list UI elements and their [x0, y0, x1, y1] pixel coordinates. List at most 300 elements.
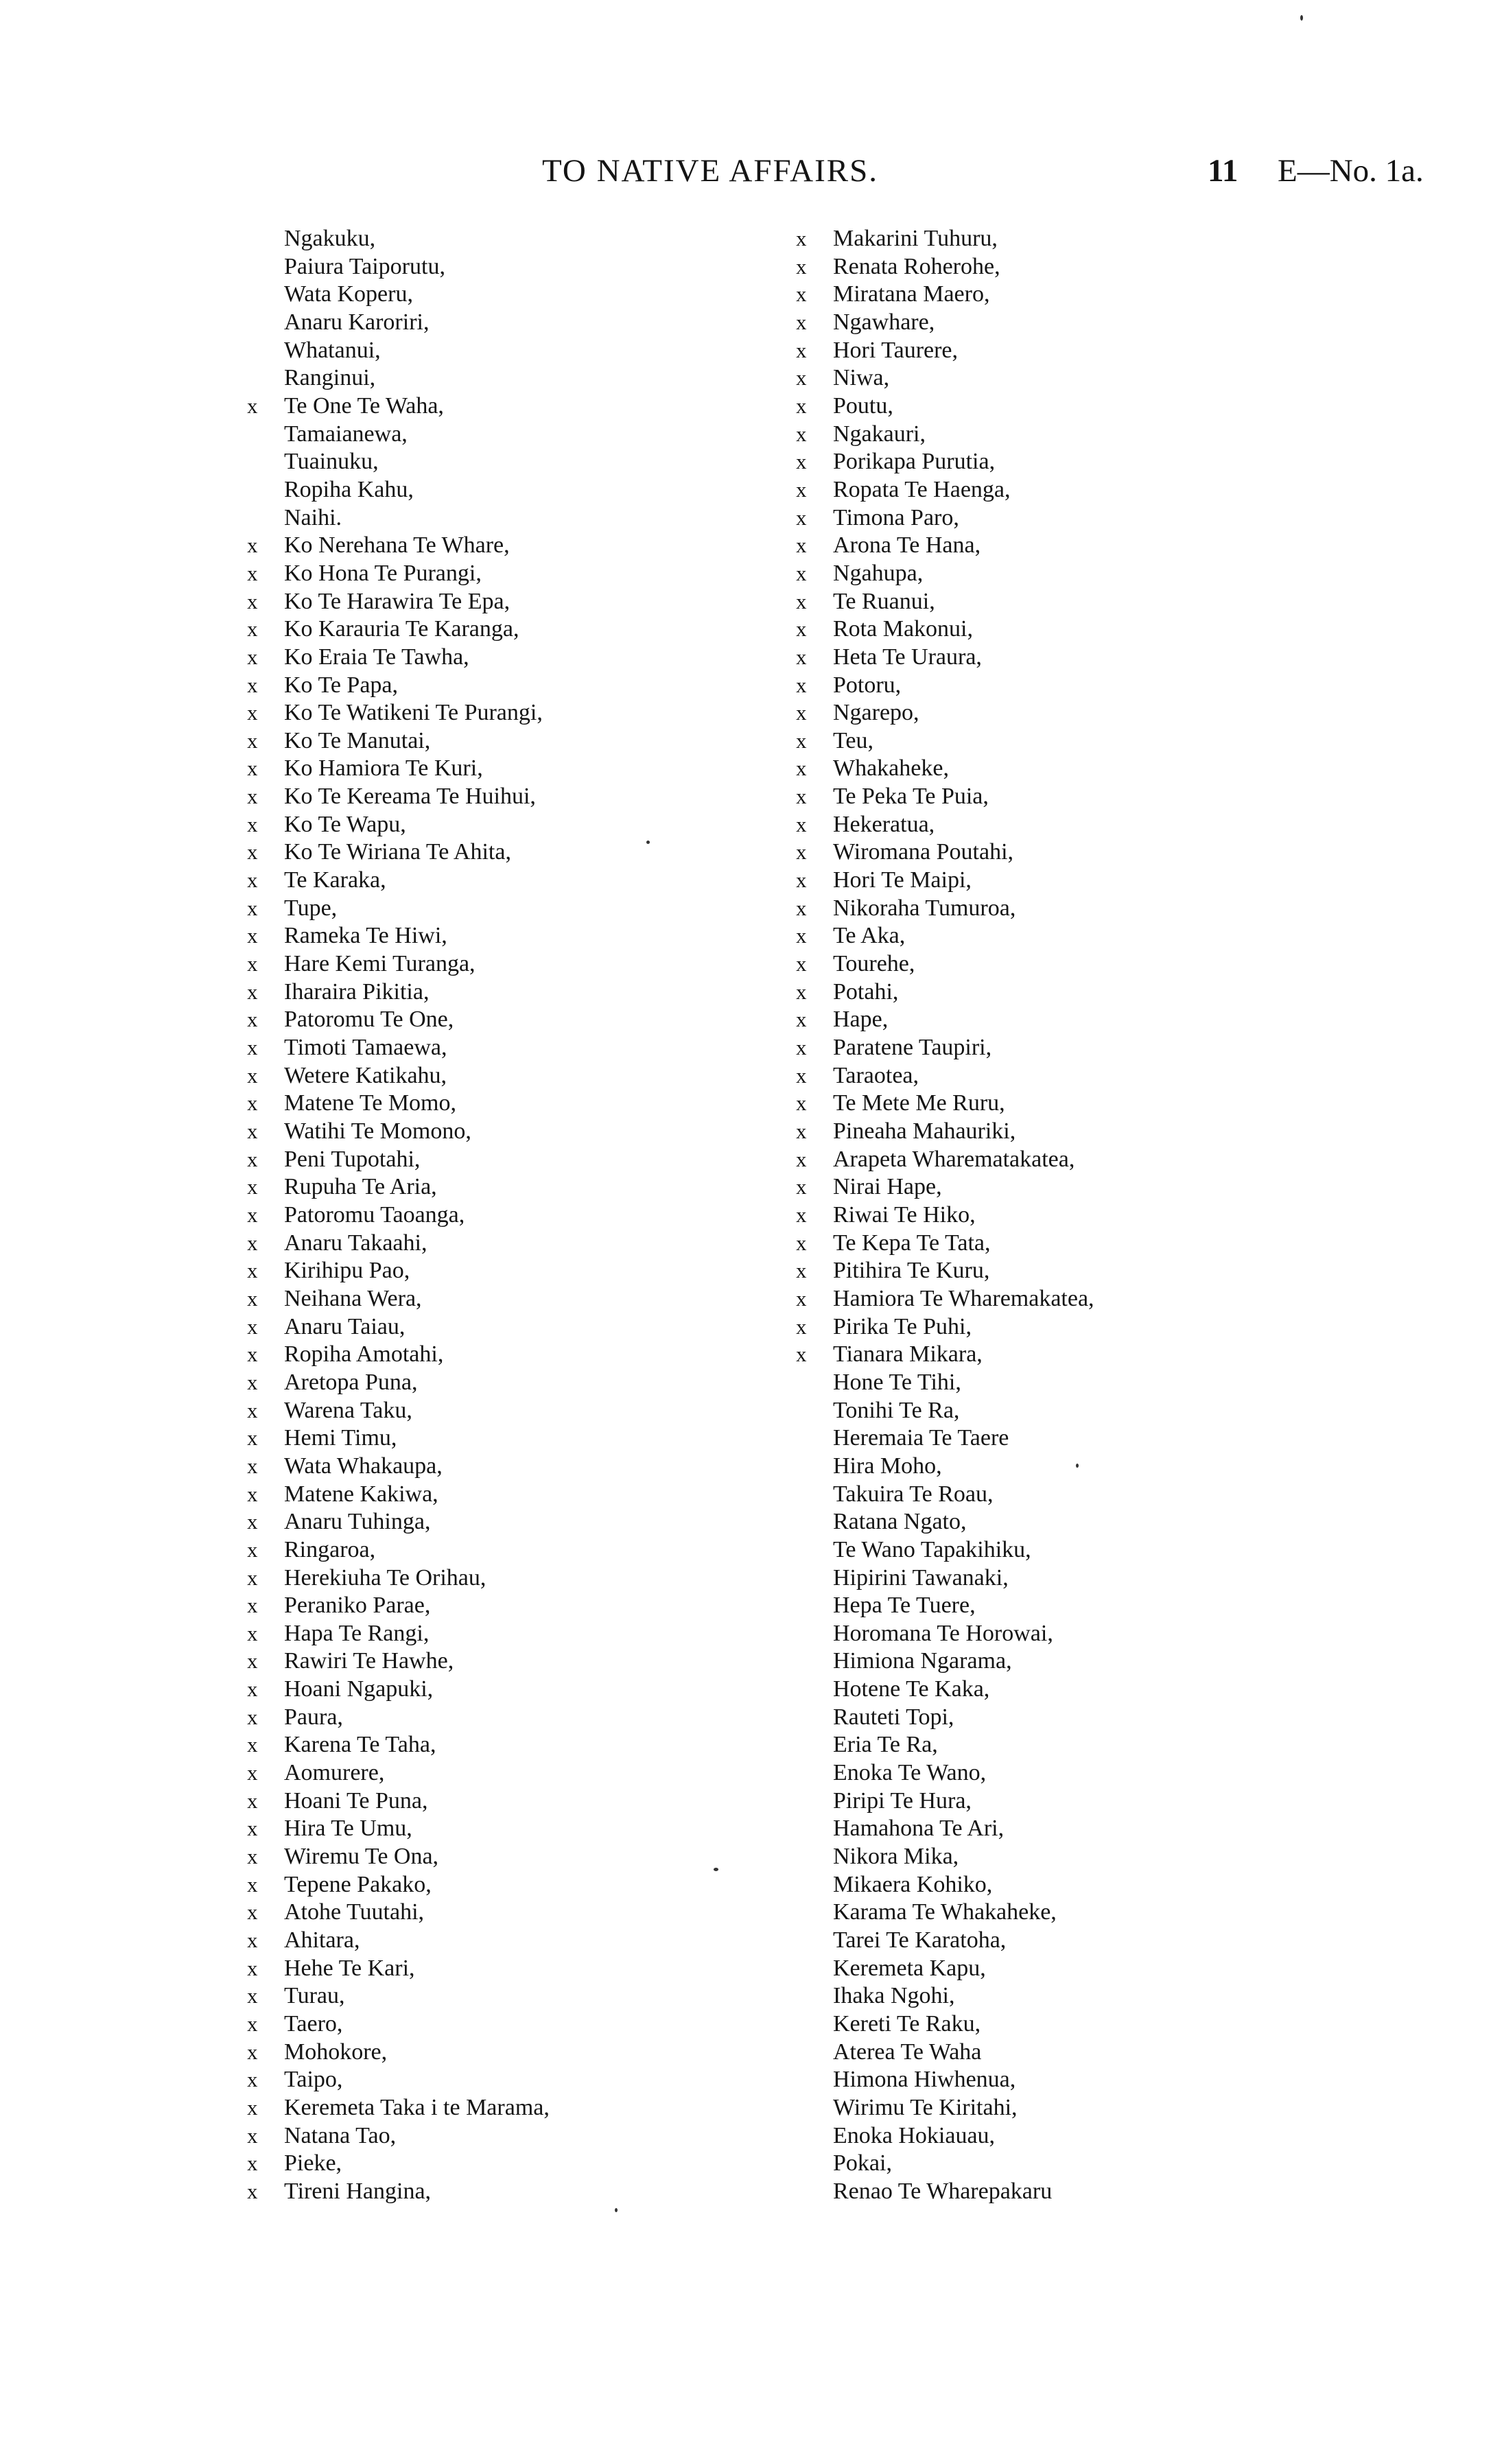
- entry-mark: [796, 1899, 833, 1927]
- name-entry: [796, 504, 1400, 532]
- entry-mark: x: [247, 1537, 258, 1562]
- name-entry: [796, 1647, 1400, 1676]
- entry-name: Hone Te Tihi,: [833, 1369, 961, 1395]
- name-entry: [247, 476, 741, 504]
- name-entry: [796, 699, 1400, 727]
- entry-name: Paura,: [284, 1704, 343, 1730]
- entry-mark: x: [247, 672, 258, 697]
- name-entry: [796, 1285, 1400, 1313]
- entry-name: Ko Te Kereama Te Huihui,: [284, 784, 536, 810]
- entry-mark: x: [247, 979, 258, 1004]
- entry-name: Kirihipu Pao,: [284, 1258, 410, 1284]
- name-entry: [796, 421, 1400, 449]
- entry-mark: x: [796, 1119, 807, 1143]
- page-number: 11: [1208, 153, 1238, 189]
- entry-name: Anaru Karoriri,: [284, 309, 430, 335]
- entry-name: Rupuha Te Aria,: [284, 1174, 437, 1200]
- entry-mark: x: [796, 1230, 807, 1255]
- entry-mark: x: [796, 1007, 807, 1032]
- entry-name: Te Kepa Te Tata,: [833, 1230, 991, 1256]
- entry-mark: x: [247, 1453, 258, 1478]
- name-entry: [796, 1090, 1400, 1118]
- entry-mark: [247, 504, 284, 532]
- entry-name: Wirimu Te Kiritahi,: [833, 2094, 1018, 2120]
- name-entry: [796, 1201, 1400, 1230]
- name-entry: [796, 1759, 1400, 1787]
- entry-mark: x: [247, 895, 258, 920]
- name-entry: [796, 2010, 1400, 2039]
- name-entry: [247, 337, 741, 365]
- entry-mark: [247, 421, 284, 449]
- entry-name: Horomana Te Horowai,: [833, 1620, 1053, 1646]
- entry-name: Pirika Te Puhi,: [833, 1313, 972, 1339]
- name-entry: [247, 392, 741, 421]
- entry-name: Ko Eraia Te Tawha,: [284, 644, 469, 670]
- entry-name: Wiromana Poutahi,: [833, 839, 1014, 865]
- entry-mark: x: [247, 1956, 258, 1980]
- name-entry: [247, 2150, 741, 2178]
- name-entry: [796, 1006, 1400, 1034]
- document-reference: E—No. 1a.: [1278, 153, 1424, 189]
- entry-name: Miratana Maero,: [833, 281, 990, 307]
- entry-name: Taipo,: [284, 2067, 343, 2093]
- entry-name: Kereti Te Raku,: [833, 2011, 981, 2037]
- name-entry: [796, 2178, 1400, 2206]
- entry-name: Hotene Te Kaka,: [833, 1676, 990, 1702]
- entry-name: Rauteti Topi,: [833, 1704, 954, 1730]
- entry-mark: x: [796, 1175, 807, 1199]
- name-entry: [247, 1230, 741, 1258]
- name-entry: [247, 2066, 741, 2094]
- name-entry: [796, 1230, 1400, 1258]
- entry-name: Nirai Hape,: [833, 1174, 942, 1200]
- name-entry: [247, 1815, 741, 1843]
- entry-name: Ropiha Kahu,: [284, 476, 414, 502]
- entry-name: Ko Te Harawira Te Epa,: [284, 588, 510, 614]
- entry-mark: [796, 1871, 833, 1899]
- entry-name: Hoani Ngapuki,: [284, 1676, 434, 1702]
- name-entry: [796, 309, 1400, 337]
- entry-mark: x: [796, 784, 807, 809]
- entry-name: Hamahona Te Ari,: [833, 1816, 1005, 1842]
- entry-name: Ropata Te Haenga,: [833, 476, 1011, 502]
- name-entry: [796, 1146, 1400, 1174]
- entry-name: Mohokore,: [284, 2039, 388, 2065]
- entry-name: Rota Makonui,: [833, 616, 973, 642]
- entry-name: Matene Te Momo,: [284, 1090, 456, 1116]
- entry-mark: [796, 2039, 833, 2067]
- name-entry: [247, 1397, 741, 1425]
- entry-mark: x: [796, 309, 807, 334]
- entry-name: Takuira Te Roau,: [833, 1481, 994, 1507]
- entry-name: Keremeta Kapu,: [833, 1955, 986, 1981]
- name-entry: [247, 2094, 741, 2122]
- entry-mark: x: [247, 2039, 258, 2064]
- entry-mark: x: [796, 226, 807, 250]
- entry-name: Te Aka,: [833, 923, 906, 949]
- name-entry: [796, 1313, 1400, 1341]
- entry-name: Natana Tao,: [284, 2122, 397, 2148]
- name-entry: [247, 615, 741, 644]
- name-entry: [247, 1508, 741, 1536]
- entry-name: Wetere Katikahu,: [284, 1062, 447, 1088]
- entry-name: Patoromu Te One,: [284, 1007, 454, 1033]
- entry-name: Aterea Te Waha: [833, 2039, 982, 2065]
- print-speck: [1076, 1464, 1079, 1468]
- entry-name: Ngawhare,: [833, 309, 935, 335]
- entry-name: Ko Te Papa,: [284, 672, 399, 698]
- entry-name: Arona Te Hana,: [833, 532, 981, 559]
- name-entry: [247, 1424, 741, 1453]
- name-entry: [247, 950, 741, 978]
- name-entry: [796, 950, 1400, 978]
- name-entry: [247, 1481, 741, 1509]
- entry-mark: x: [247, 812, 258, 836]
- entry-mark: x: [247, 1593, 258, 1618]
- name-entry: [247, 1955, 741, 1983]
- entry-mark: x: [247, 756, 258, 781]
- entry-mark: x: [247, 1649, 258, 1674]
- name-entry: [247, 281, 741, 309]
- name-entry: [796, 476, 1400, 504]
- entry-mark: [796, 1453, 833, 1481]
- name-entry: [796, 1982, 1400, 2010]
- name-entry: [796, 1704, 1400, 1732]
- name-entry: [796, 615, 1400, 644]
- entry-mark: x: [247, 1398, 258, 1422]
- entry-name: Pineaha Mahauriki,: [833, 1118, 1016, 1144]
- entry-name: Nikora Mika,: [833, 1844, 959, 1870]
- name-entry: [247, 1982, 741, 2010]
- name-entry: [247, 1453, 741, 1481]
- entry-name: Ko Karauria Te Karanga,: [284, 616, 519, 642]
- entry-name: Karama Te Whakaheke,: [833, 1899, 1057, 1925]
- entry-name: Pieke,: [284, 2150, 342, 2176]
- entry-mark: x: [247, 1230, 258, 1255]
- name-entry: [796, 364, 1400, 392]
- entry-name: Tianara Mikara,: [833, 1341, 983, 1368]
- name-entry: [796, 2150, 1400, 2178]
- name-entry: [247, 2010, 741, 2039]
- entry-mark: x: [796, 589, 807, 613]
- name-entry: [247, 364, 741, 392]
- name-entry: [796, 672, 1400, 700]
- entry-mark: x: [796, 644, 807, 669]
- entry-name: Hamiora Te Wharemakatea,: [833, 1285, 1094, 1311]
- entry-mark: x: [247, 2095, 258, 2120]
- entry-mark: [796, 1982, 833, 2010]
- entry-mark: x: [796, 1035, 807, 1060]
- entry-name: Heremaia Te Taere: [833, 1425, 1009, 1451]
- entry-mark: x: [796, 1258, 807, 1283]
- name-entry: [796, 755, 1400, 783]
- entry-name: Pitihira Te Kuru,: [833, 1258, 990, 1284]
- entry-mark: x: [247, 924, 258, 948]
- entry-name: Hare Kemi Turanga,: [284, 951, 476, 977]
- entry-mark: x: [796, 366, 807, 390]
- entry-name: Ihaka Ngohi,: [833, 1983, 955, 2009]
- name-entry: [247, 699, 741, 727]
- entry-mark: x: [796, 924, 807, 948]
- name-entry: [796, 1369, 1400, 1397]
- entry-mark: x: [247, 1370, 258, 1394]
- entry-name: Whatanui,: [284, 337, 381, 363]
- entry-mark: x: [247, 589, 258, 613]
- entry-name: Ngahupa,: [833, 560, 924, 586]
- entry-name: Iharaira Pikitia,: [284, 978, 430, 1005]
- entry-name: Porikapa Purutia,: [833, 449, 996, 475]
- entry-name: Tupe,: [284, 895, 338, 921]
- entry-name: Whakaheke,: [833, 755, 949, 782]
- entry-mark: x: [247, 1035, 258, 1060]
- entry-name: Timoti Tamaewa,: [284, 1035, 447, 1061]
- name-entry: [247, 588, 741, 616]
- entry-mark: [247, 448, 284, 476]
- name-entry: [247, 1843, 741, 1871]
- entry-name: Te Peka Te Puia,: [833, 784, 989, 810]
- name-entry: [247, 1257, 741, 1285]
- entry-name: Eria Te Ra,: [833, 1732, 938, 1758]
- entry-name: Tonihi Te Ra,: [833, 1397, 960, 1423]
- name-entry: [247, 1118, 741, 1146]
- name-entry: [247, 644, 741, 672]
- entry-name: Rawiri Te Hawhe,: [284, 1648, 454, 1674]
- entry-mark: x: [796, 393, 807, 418]
- entry-name: Ngakuku,: [284, 226, 376, 251]
- entry-name: Piripi Te Hura,: [833, 1787, 972, 1814]
- entry-mark: x: [247, 2151, 258, 2176]
- name-entry: [247, 2122, 741, 2150]
- entry-mark: x: [247, 1147, 258, 1171]
- entry-name: Tepene Pakako,: [284, 1871, 432, 1897]
- entry-mark: x: [247, 701, 258, 725]
- entry-name: Wiremu Te Ona,: [284, 1844, 439, 1870]
- entry-mark: x: [247, 784, 258, 809]
- entry-name: Taero,: [284, 2011, 343, 2037]
- name-entry: [796, 783, 1400, 811]
- entry-mark: x: [796, 701, 807, 725]
- name-entry: [247, 1341, 741, 1369]
- entry-name: Hori Te Maipi,: [833, 867, 972, 893]
- entry-mark: x: [247, 2012, 258, 2036]
- entry-mark: x: [247, 533, 258, 558]
- entry-name: Anaru Tuhinga,: [284, 1509, 431, 1535]
- entry-name: Ko Te Watikeni Te Purangi,: [284, 700, 543, 726]
- name-entry: [247, 1146, 741, 1174]
- entry-mark: [796, 1927, 833, 1955]
- entry-name: Watihi Te Momono,: [284, 1118, 471, 1144]
- entry-mark: x: [247, 1286, 258, 1311]
- entry-mark: [247, 225, 284, 253]
- entry-name: Aomurere,: [284, 1760, 385, 1786]
- name-entry: [796, 1397, 1400, 1425]
- entry-mark: [796, 1536, 833, 1564]
- entry-mark: [796, 1843, 833, 1871]
- name-entry: [796, 588, 1400, 616]
- name-entry: [247, 1676, 741, 1704]
- entry-mark: x: [247, 1761, 258, 1785]
- entry-mark: x: [247, 2179, 258, 2203]
- entry-name: Renao Te Wharepakaru: [833, 2178, 1053, 2204]
- name-entry: [796, 2094, 1400, 2122]
- entry-name: Turau,: [284, 1983, 345, 2009]
- entry-mark: x: [247, 1816, 258, 1841]
- entry-name: Himona Hiwhenua,: [833, 2067, 1016, 2093]
- name-entry: [796, 1062, 1400, 1090]
- name-entry: [247, 1062, 741, 1090]
- name-entry: [247, 1592, 741, 1620]
- entry-mark: x: [796, 617, 807, 642]
- name-entry: [247, 1731, 741, 1759]
- name-entry: [796, 895, 1400, 923]
- name-entry: [796, 1899, 1400, 1927]
- name-entry: [247, 978, 741, 1007]
- name-entry: [796, 1955, 1400, 1983]
- print-speck: [615, 2208, 618, 2212]
- entry-name: Ko Hamiora Te Kuri,: [284, 755, 483, 782]
- entry-mark: x: [247, 1872, 258, 1897]
- entry-mark: x: [247, 952, 258, 976]
- entry-name: Teu,: [833, 727, 873, 753]
- entry-name: Ko Te Manutai,: [284, 727, 431, 753]
- entry-name: Wata Koperu,: [284, 281, 413, 307]
- entry-mark: x: [247, 1481, 258, 1506]
- entry-name: Tourehe,: [833, 951, 915, 977]
- name-entry: [796, 867, 1400, 895]
- entry-name: Mikaera Kohiko,: [833, 1871, 993, 1897]
- entry-mark: [796, 2066, 833, 2094]
- name-entry: [796, 811, 1400, 839]
- entry-name: Neihana Wera,: [284, 1285, 422, 1311]
- name-entry: [796, 1536, 1400, 1564]
- entry-name: Hemi Timu,: [284, 1425, 397, 1451]
- entry-mark: [796, 1759, 833, 1787]
- entry-name: Rameka Te Hiwi,: [284, 923, 447, 949]
- name-entry: [796, 560, 1400, 588]
- entry-mark: [796, 1620, 833, 1648]
- name-entry: [796, 1815, 1400, 1843]
- entry-name: Patoromu Taoanga,: [284, 1201, 465, 1228]
- entry-mark: x: [247, 1565, 258, 1590]
- entry-mark: [796, 1676, 833, 1704]
- entry-mark: x: [796, 728, 807, 753]
- print-speck: [1300, 15, 1303, 21]
- name-entry: [247, 2039, 741, 2067]
- right-name-column: [796, 225, 1400, 2206]
- entry-mark: [796, 2010, 833, 2039]
- entry-name: Peraniko Parae,: [284, 1593, 431, 1619]
- entry-name: Hape,: [833, 1007, 889, 1033]
- entry-mark: [796, 1787, 833, 1816]
- entry-mark: [247, 281, 284, 309]
- entry-name: Paiura Taiporutu,: [284, 253, 445, 279]
- entry-name: Ahitara,: [284, 1927, 360, 1953]
- entry-mark: x: [247, 1621, 258, 1645]
- entry-mark: x: [247, 1175, 258, 1199]
- entry-mark: x: [796, 338, 807, 362]
- name-entry: [247, 504, 741, 532]
- name-entry: [796, 838, 1400, 867]
- entry-name: Hepa Te Tuere,: [833, 1593, 976, 1619]
- name-entry: [247, 1620, 741, 1648]
- entry-mark: [796, 1704, 833, 1732]
- entry-mark: x: [796, 561, 807, 585]
- entry-name: Potahi,: [833, 978, 899, 1005]
- name-entry: [247, 1313, 741, 1341]
- entry-mark: x: [796, 1342, 807, 1367]
- name-entry: [796, 1564, 1400, 1593]
- entry-mark: x: [796, 449, 807, 474]
- entry-mark: x: [247, 1928, 258, 1953]
- entry-name: Himiona Ngarama,: [833, 1648, 1012, 1674]
- entry-mark: x: [796, 533, 807, 558]
- name-entry: [796, 922, 1400, 950]
- name-entry: [796, 2122, 1400, 2150]
- entry-mark: x: [796, 1286, 807, 1311]
- print-speck: [646, 841, 650, 844]
- entry-mark: x: [247, 617, 258, 642]
- name-entry: [247, 532, 741, 560]
- name-entry: [796, 1620, 1400, 1648]
- entry-mark: x: [796, 1314, 807, 1339]
- entry-name: Ranginui,: [284, 365, 376, 391]
- entry-mark: [247, 364, 284, 392]
- name-entry: [247, 309, 741, 337]
- entry-mark: x: [247, 728, 258, 753]
- entry-mark: x: [796, 812, 807, 836]
- entry-mark: x: [796, 1091, 807, 1116]
- name-entry: [796, 1424, 1400, 1453]
- entry-name: Te Ruanui,: [833, 588, 935, 614]
- entry-name: Timona Paro,: [833, 504, 959, 530]
- name-entry: [796, 532, 1400, 560]
- name-entry: [796, 2039, 1400, 2067]
- name-entry: [796, 1453, 1400, 1481]
- name-entry: [796, 1257, 1400, 1285]
- entry-name: Anaru Takaahi,: [284, 1230, 427, 1256]
- entry-name: Potoru,: [833, 672, 902, 698]
- entry-mark: [796, 2178, 833, 2206]
- entry-mark: [247, 337, 284, 365]
- entry-name: Hira Moho,: [833, 1453, 942, 1479]
- entry-mark: [796, 1424, 833, 1453]
- entry-name: Hira Te Umu,: [284, 1816, 412, 1842]
- name-entry: [247, 755, 741, 783]
- entry-name: Hekeratua,: [833, 811, 935, 837]
- name-entry: [247, 783, 741, 811]
- entry-mark: x: [247, 1788, 258, 1813]
- name-entry: [247, 672, 741, 700]
- name-entry: [796, 225, 1400, 253]
- entry-mark: x: [796, 756, 807, 781]
- entry-name: Te Mete Me Ruru,: [833, 1090, 1005, 1116]
- name-entry: [247, 1704, 741, 1732]
- entry-mark: x: [247, 1063, 258, 1088]
- entry-mark: x: [247, 1510, 258, 1534]
- entry-name: Ropiha Amotahi,: [284, 1341, 444, 1368]
- name-entry: [247, 253, 741, 281]
- entry-mark: x: [247, 1119, 258, 1143]
- entry-name: Ko Hona Te Purangi,: [284, 560, 482, 586]
- entry-mark: x: [796, 979, 807, 1004]
- entry-mark: [796, 2150, 833, 2178]
- entry-mark: [247, 309, 284, 337]
- name-entry: [796, 727, 1400, 755]
- name-entry: [796, 1173, 1400, 1201]
- entry-name: Enoka Te Wano,: [833, 1760, 987, 1786]
- entry-name: Ko Te Wapu,: [284, 811, 406, 837]
- entry-name: Renata Roherohe,: [833, 253, 1000, 279]
